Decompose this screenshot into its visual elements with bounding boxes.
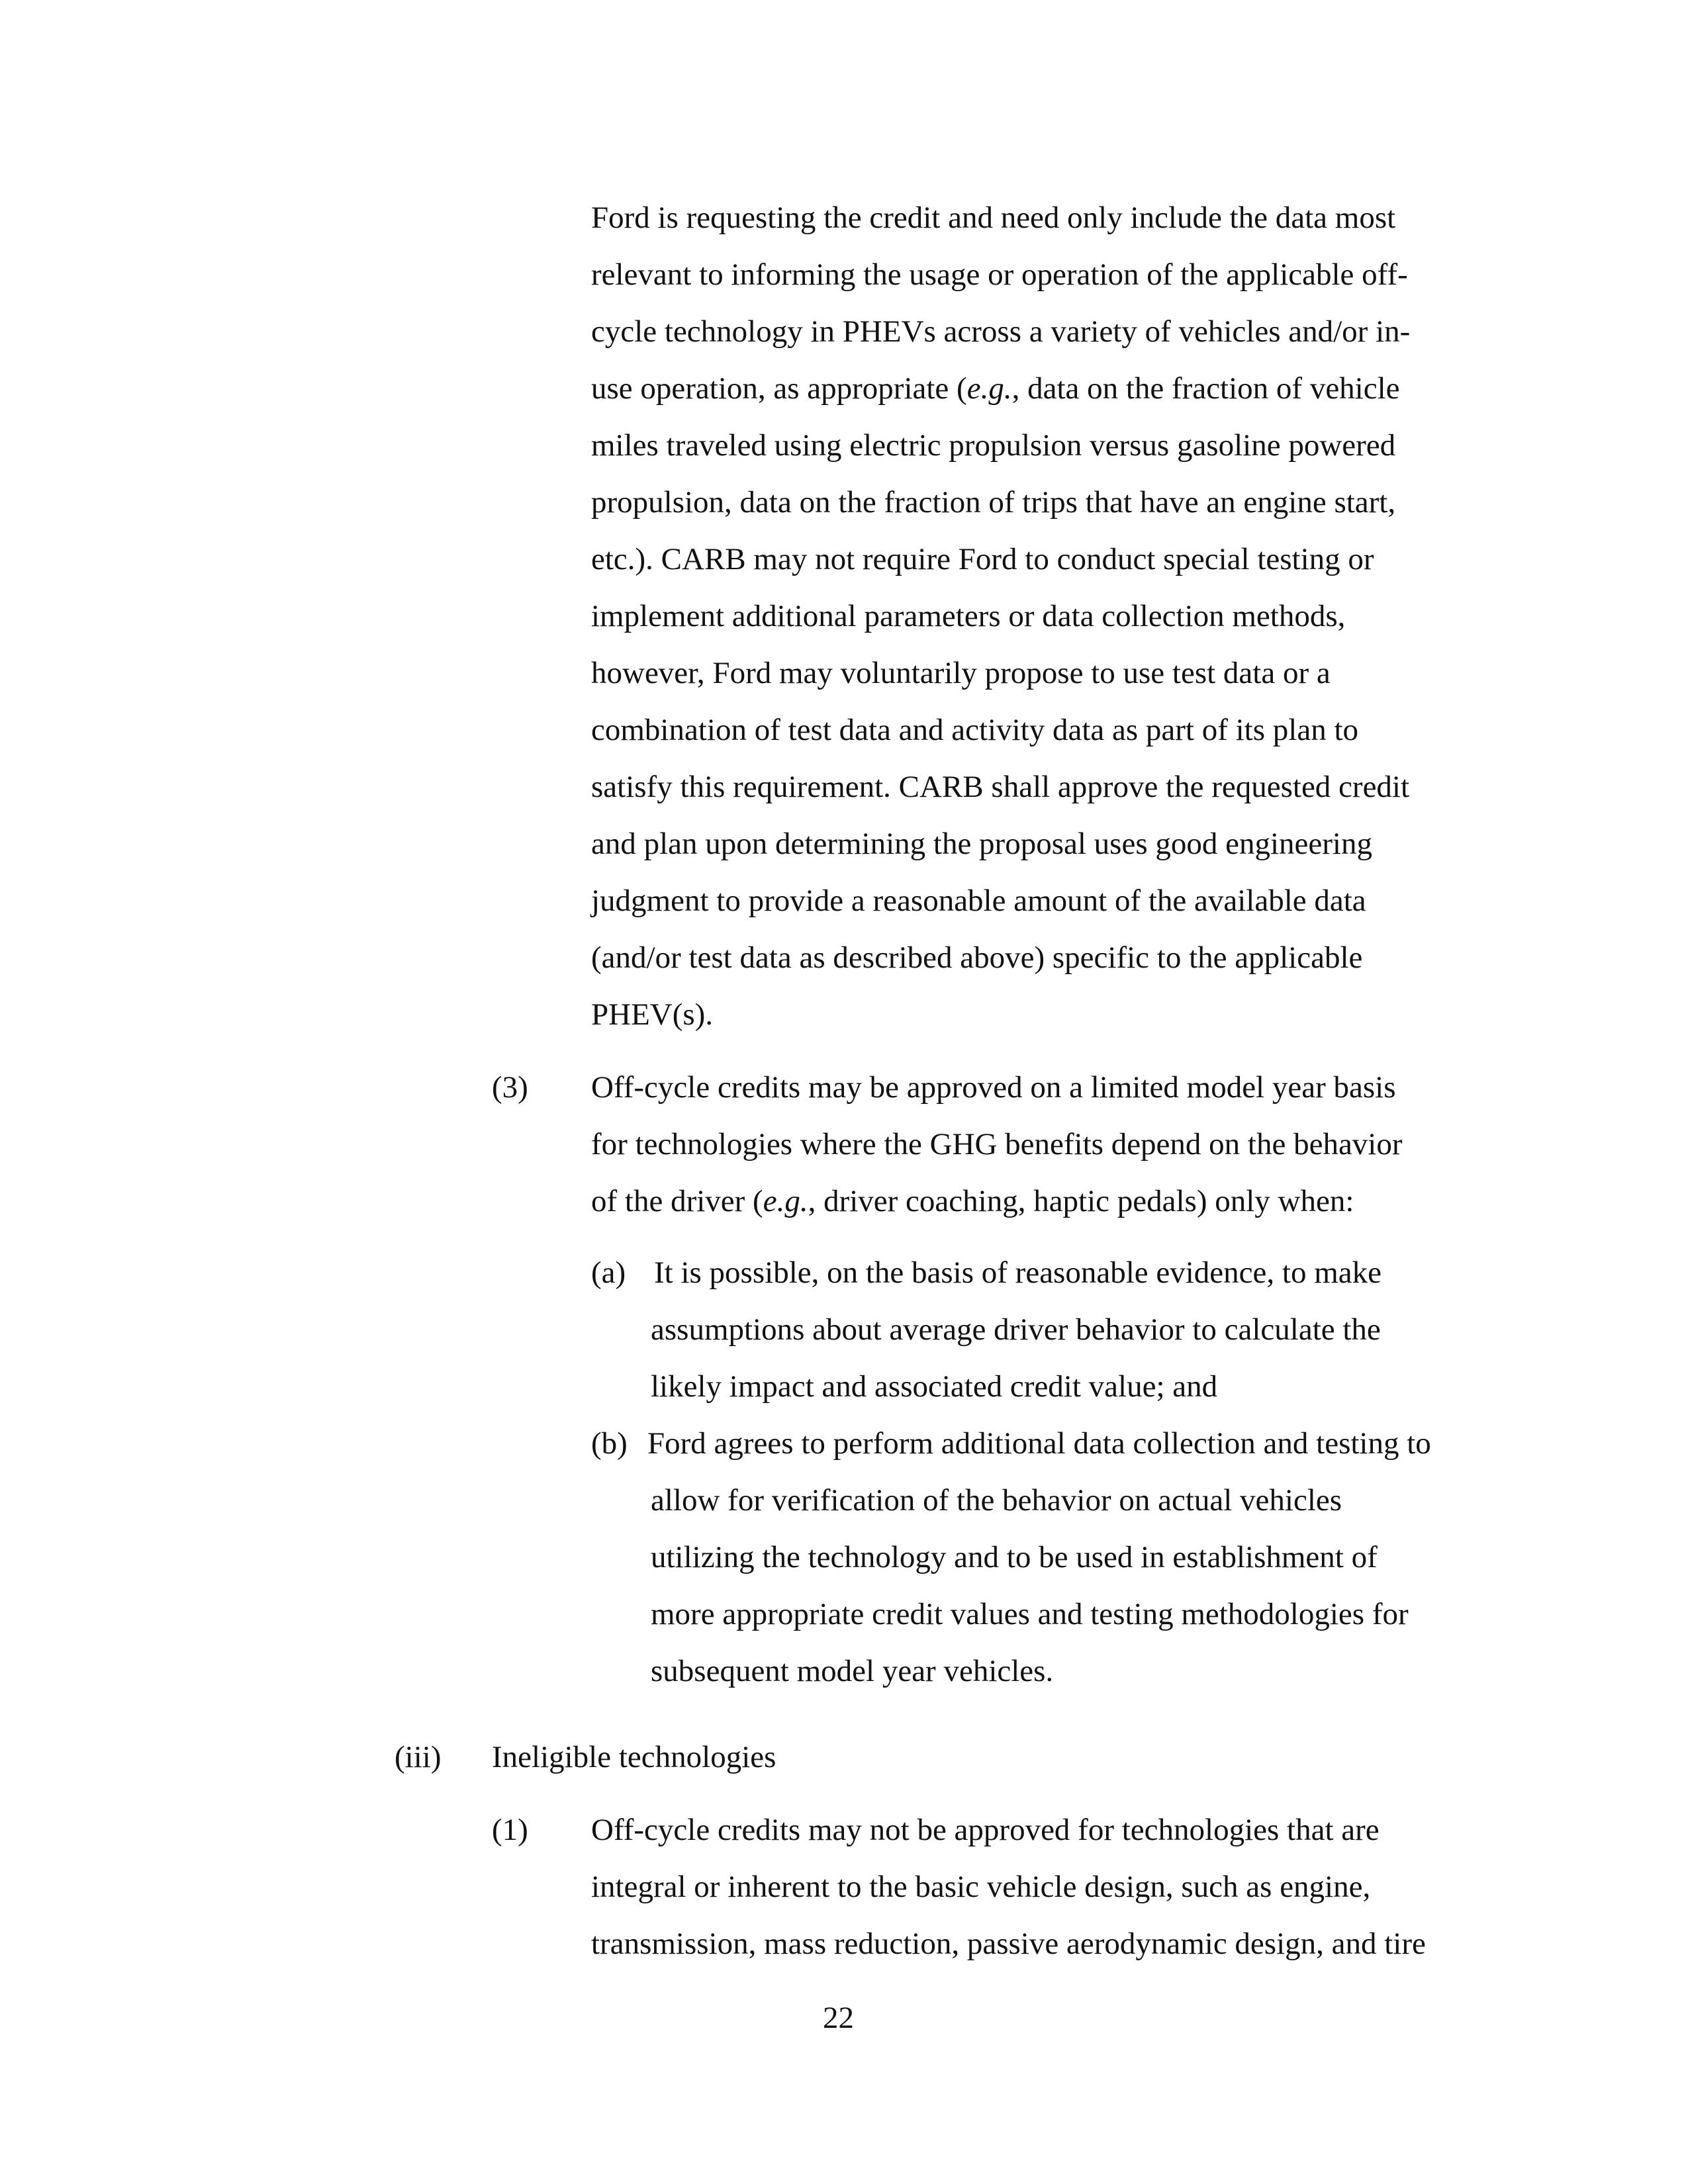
text-line: combination of test data and activity data as part of its plan to [591,713,1359,747]
text-line: utilizing the technology and to be used in establishment of [651,1540,1378,1574]
text-line: and plan upon determining the proposal uses good engineering [591,827,1372,861]
text-line: assumptions about average driver behavior to calculate the [651,1312,1381,1347]
text-line: allow for verification of the behavior on actual vehicles [651,1483,1342,1518]
text-line: judgment to provide a reasonable amount of the available data [591,884,1366,918]
text-line: implement additional parameters or data collection methods, [591,599,1346,633]
section-label: (iii) [395,1740,442,1774]
text-line: propulsion, data on the fraction of trips that have an engine start, [591,485,1396,520]
text-line: miles traveled using electric propulsion versus gasoline powered [591,428,1396,463]
text-line: however, Ford may voluntarily propose to use test data or a [591,656,1331,690]
subitem-label: (a) [591,1255,626,1290]
item-label: (1) [492,1813,528,1847]
text-line: subsequent model year vehicles. [651,1654,1054,1688]
text-line: etc.). CARB may not require Ford to conduct special testing or [591,542,1374,576]
text-line: relevant to informing the usage or operation of the applicable off- [591,257,1408,292]
text-line: Off-cycle credits may not be approved for technologies that are [591,1813,1380,1847]
text-line: use operation, as appropriate (e.g., data on the fraction of vehicle [591,371,1400,406]
text-line: integral or inherent to the basic vehicle design, such as engine, [591,1870,1371,1904]
section-heading: Ineligible technologies [492,1740,776,1774]
text-line: Ford agrees to perform additional data collection and testing to [647,1426,1431,1461]
text-line: Off-cycle credits may be approved on a limited model year basis [591,1070,1396,1105]
text-line: satisfy this requirement. CARB shall approve the requested credit [591,770,1410,804]
text-line: Ford is requesting the credit and need only include the data most [591,201,1396,235]
subitem-label: (b) [591,1426,628,1461]
text-line: more appropriate credit values and testing methodologies for [651,1597,1409,1631]
text-line: (and/or test data as described above) specific to the applicable [591,940,1363,975]
text-line: of the driver (e.g., driver coaching, haptic pedals) only when: [591,1184,1354,1218]
text-line: transmission, mass reduction, passive aerodynamic design, and tire [591,1927,1426,1961]
text-line: likely impact and associated credit value; and [651,1369,1218,1404]
item-label: (3) [492,1070,528,1105]
text-line: cycle technology in PHEVs across a variety of vehicles and/or in- [591,314,1411,349]
text-line: for technologies where the GHG benefits depend on the behavior [591,1127,1403,1161]
text-line: It is possible, on the basis of reasonable evidence, to make [654,1255,1382,1290]
text-line: PHEV(s). [591,997,714,1032]
page-number: 22 [823,2001,854,2035]
